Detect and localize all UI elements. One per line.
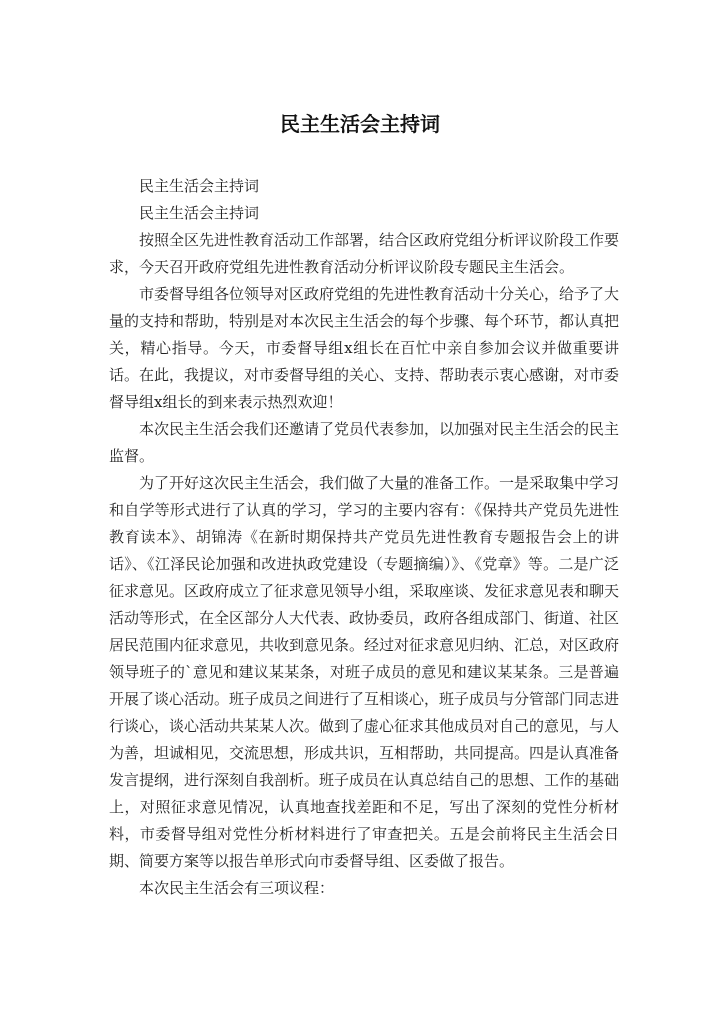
paragraph-7: 本次民主生活会有三项议程： bbox=[139, 879, 335, 897]
document-title: 民主生活会主持词 bbox=[280, 112, 440, 136]
paragraph-6: 为了开好这次民主生活会，我们做了大量的准备工作。一是采取集中学习和自学等形式进行了认真的学习，学习的主要内容有：《保持共产党员先进性教育读本》、胡锦涛《在新时期保持共产党员先进性教育专题报告会上的讲话》、《江泽民论加强和改进执政党建设（专题摘编）》、《党章》等。二是广泛征求意见。区政府成立了征求意见领导小组，采取座谈、发征求意见表和聊天活动等形式，在全区部分人大代表、政协委员，政府各组成部门、街道、社区居民范围内征求意见，共收到意见条。经过对征求意见归纳、汇总，对区政府领导班子的`意见和建议某某条，对班子成员的意见和建议某某条。三是普遍开展了谈心活动。班子成员之间进行了互相谈心，班子成员与分管部门同志进行谈心，谈心活动共某某人次。做到了虚心征求其他成员对自己的意见，与人为善，坦诚相见，交流思想，形成共识，互相帮助，共同提高。四是认真准备发言提纲，进行深刻自我剖析。班子成员在认真总结自己的思想、工作的基础上，对照征求意见情况，认真地查找差距和不足，写出了深刻的党性分析材料，市委督导组对党性分析材料进行了审查把关。五是会前将民主生活会日期、简要方案等以报告单形式向市委督导组、区委做了报告。 bbox=[109, 474, 620, 870]
paragraph-1: 民主生活会主持词 bbox=[139, 177, 260, 195]
paragraph-2: 民主生活会主持词 bbox=[139, 204, 260, 222]
paragraph-4: 市委督导组各位领导对区政府党组的先进性教育活动十分关心，给予了大量的支持和帮助，特别是对本次民主生活会的每个步骤、每个环节，都认真把关，精心指导。今天，市委督导组x组长在百忙中亲自参加会议并做重要讲话。在此，我提议，对市委督导组的关心、支持、帮助表示衷心感谢，对市委督导组x组长的到来表示热烈欢迎！ bbox=[109, 285, 620, 411]
document-body bbox=[109, 173, 619, 902]
paragraph-3: 按照全区先进性教育活动工作部署，结合区政府党组分析评议阶段工作要求，今天召开政府党组先进性教育活动分析评议阶段专题民主生活会。 bbox=[109, 231, 620, 276]
paragraph-5: 本次民主生活会我们还邀请了党员代表参加，以加强对民主生活会的民主监督。 bbox=[109, 420, 620, 465]
